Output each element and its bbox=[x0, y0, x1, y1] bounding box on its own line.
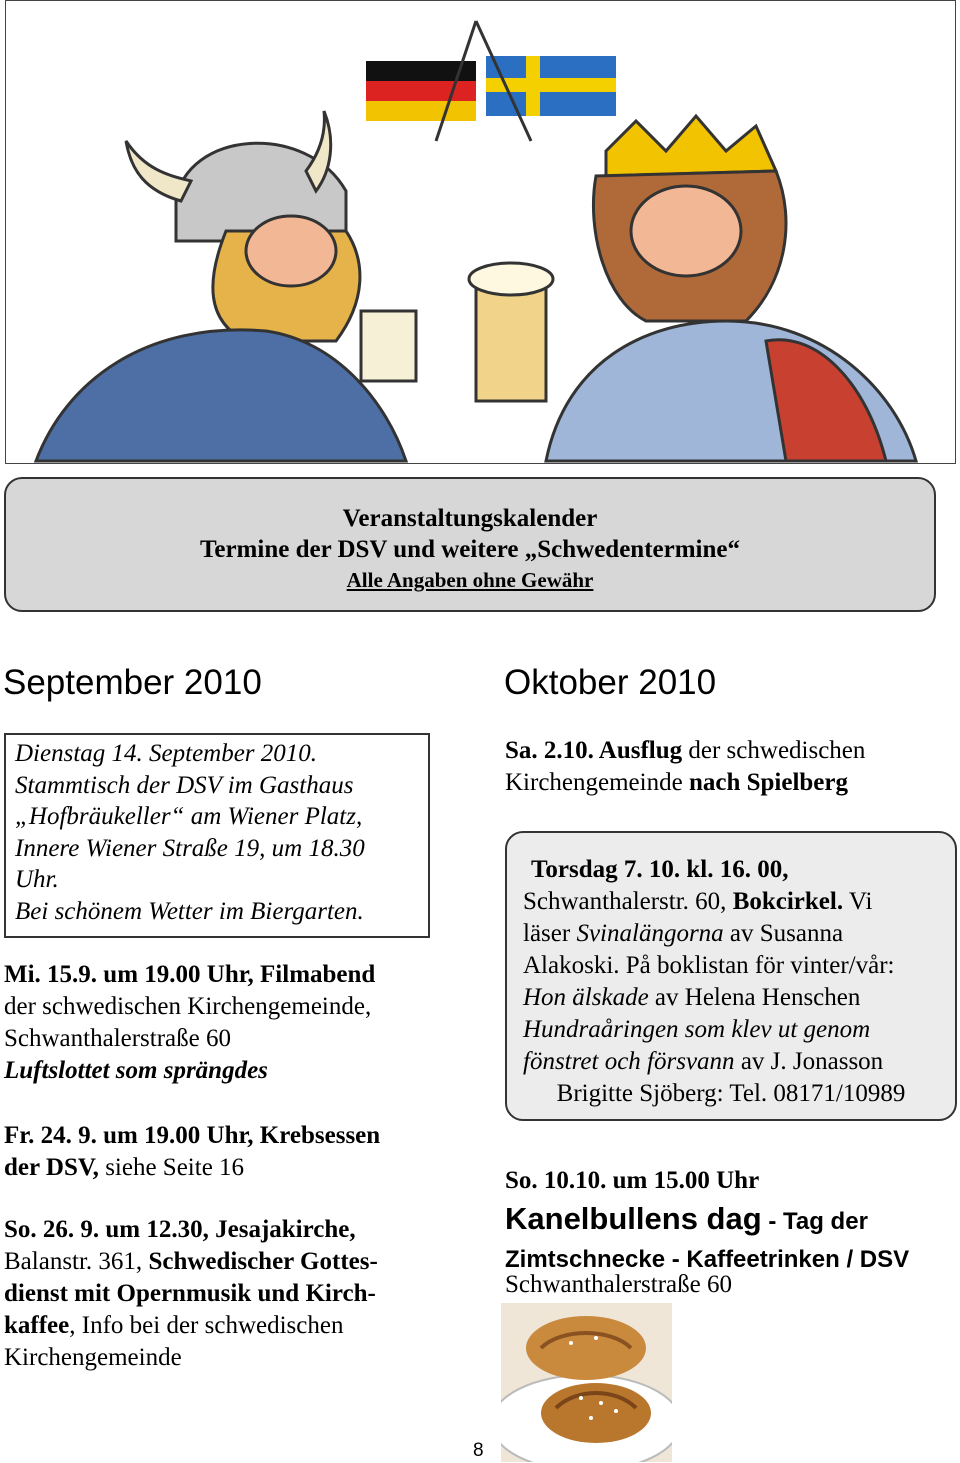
oktober-heading: Oktober 2010 bbox=[504, 663, 717, 702]
event-subtitle: - Tag der bbox=[761, 1208, 868, 1235]
event-krebsessen bbox=[4, 1120, 444, 1184]
event-kanelbullens-dag bbox=[505, 1165, 955, 1197]
calendar-subtitle: Termine der DSV und weitere „Schwedentermine“ bbox=[199, 536, 740, 563]
calendar-header-box bbox=[4, 477, 936, 612]
bokcirkel-label: Bokcirkel. bbox=[732, 888, 844, 915]
event-info: , Info bei der schwedischen bbox=[69, 1312, 344, 1339]
cinnamon-bun-photo bbox=[501, 1303, 672, 1462]
bokcirkel-date: Torsdag 7. 10. kl. 16. 00, bbox=[531, 856, 789, 883]
event-filmabend bbox=[4, 959, 444, 1087]
event-address: Schwanthalerstraße 60 bbox=[505, 1271, 733, 1298]
event-date: So. 26. 9. um 12.30, Jesajakirche, bbox=[4, 1216, 356, 1243]
book-title: Hon älskade bbox=[523, 984, 649, 1011]
viking-figure bbox=[36, 111, 416, 461]
stammtisch-line: Uhr. bbox=[15, 866, 59, 893]
stammtisch-line: Innere Wiener Straße 19, um 18.30 bbox=[15, 834, 365, 862]
event-destination: nach Spielberg bbox=[688, 769, 848, 796]
stammtisch-line: Bei schönem Wetter im Biergarten. bbox=[15, 897, 364, 925]
bokcirkel-contact: Brigitte Sjöberg: Tel. 08171/10989 bbox=[556, 1080, 906, 1107]
event-date: So. 10.10. um 15.00 Uhr bbox=[505, 1167, 760, 1194]
king-figure bbox=[469, 116, 916, 461]
event-line: Schwanthalerstraße 60 bbox=[4, 1025, 232, 1052]
event-date: Mi. 15.9. um 19.00 Uhr, Filmabend bbox=[4, 961, 376, 988]
stammtisch-box bbox=[4, 733, 430, 938]
bokcirkel-text: Vi bbox=[843, 888, 873, 915]
event-title: Schwedischer Gottes- bbox=[148, 1248, 378, 1275]
page-number: 8 bbox=[473, 1440, 484, 1461]
event-subtitle-cont: Zimtschnecke - Kaffeetrinken / DSV bbox=[505, 1246, 910, 1273]
book-author: av Helena Henschen bbox=[648, 984, 861, 1011]
stammtisch-line: Stammtisch der DSV im Gasthaus bbox=[15, 771, 354, 799]
event-info-cont: Kirchengemeinde bbox=[4, 1344, 182, 1371]
kanel-block bbox=[505, 1199, 955, 1275]
event-address: Balanstr. 361, bbox=[4, 1248, 149, 1275]
bokcirkel-text: Alakoski. På boklistan för vinter/vår: bbox=[523, 952, 895, 979]
calendar-title: Veranstaltungskalender bbox=[342, 505, 598, 532]
event-date: Fr. 24. 9. um 19.00 Uhr, Krebsessen bbox=[4, 1122, 381, 1149]
event-organizer: der DSV, bbox=[4, 1154, 99, 1181]
book-title: Hundraåringen som klev ut genom bbox=[523, 1016, 871, 1043]
header-illustration bbox=[5, 0, 956, 464]
event-line: der schwedischen Kirchengemeinde, bbox=[4, 993, 372, 1020]
book-title: fönstret och försvann bbox=[523, 1048, 735, 1075]
event-title-end: kaffee bbox=[4, 1312, 70, 1339]
book-author: av Susanna bbox=[723, 920, 844, 947]
event-ausflug bbox=[505, 735, 955, 799]
event-page-ref: siehe Seite 16 bbox=[98, 1154, 245, 1181]
bokcirkel-box bbox=[505, 831, 957, 1121]
book-author: av J. Jonasson bbox=[734, 1048, 884, 1075]
event-title-cont: dienst mit Opernmusik und Kirch- bbox=[4, 1280, 376, 1307]
book-title: Svinalängorna bbox=[576, 920, 724, 947]
disclaimer: Alle Angaben ohne Gewähr bbox=[346, 568, 594, 592]
stammtisch-line: „Hofbräukeller“ am Wiener Platz, bbox=[15, 803, 363, 830]
event-title: Kanelbullens dag bbox=[505, 1201, 762, 1236]
bokcirkel-address: Schwanthalerstr. 60, bbox=[523, 888, 733, 915]
stammtisch-line: Dienstag 14. September 2010. bbox=[15, 740, 318, 767]
september-heading: September 2010 bbox=[3, 663, 262, 702]
event-gottesdienst bbox=[4, 1214, 444, 1374]
film-title: Luftslottet som sprängdes bbox=[4, 1057, 268, 1084]
event-date: Sa. 2.10. Ausflug bbox=[505, 737, 683, 764]
bokcirkel-text: läser bbox=[523, 920, 577, 947]
event-line: der schwedischen bbox=[682, 737, 866, 764]
event-line: Kirchengemeinde bbox=[505, 769, 689, 796]
